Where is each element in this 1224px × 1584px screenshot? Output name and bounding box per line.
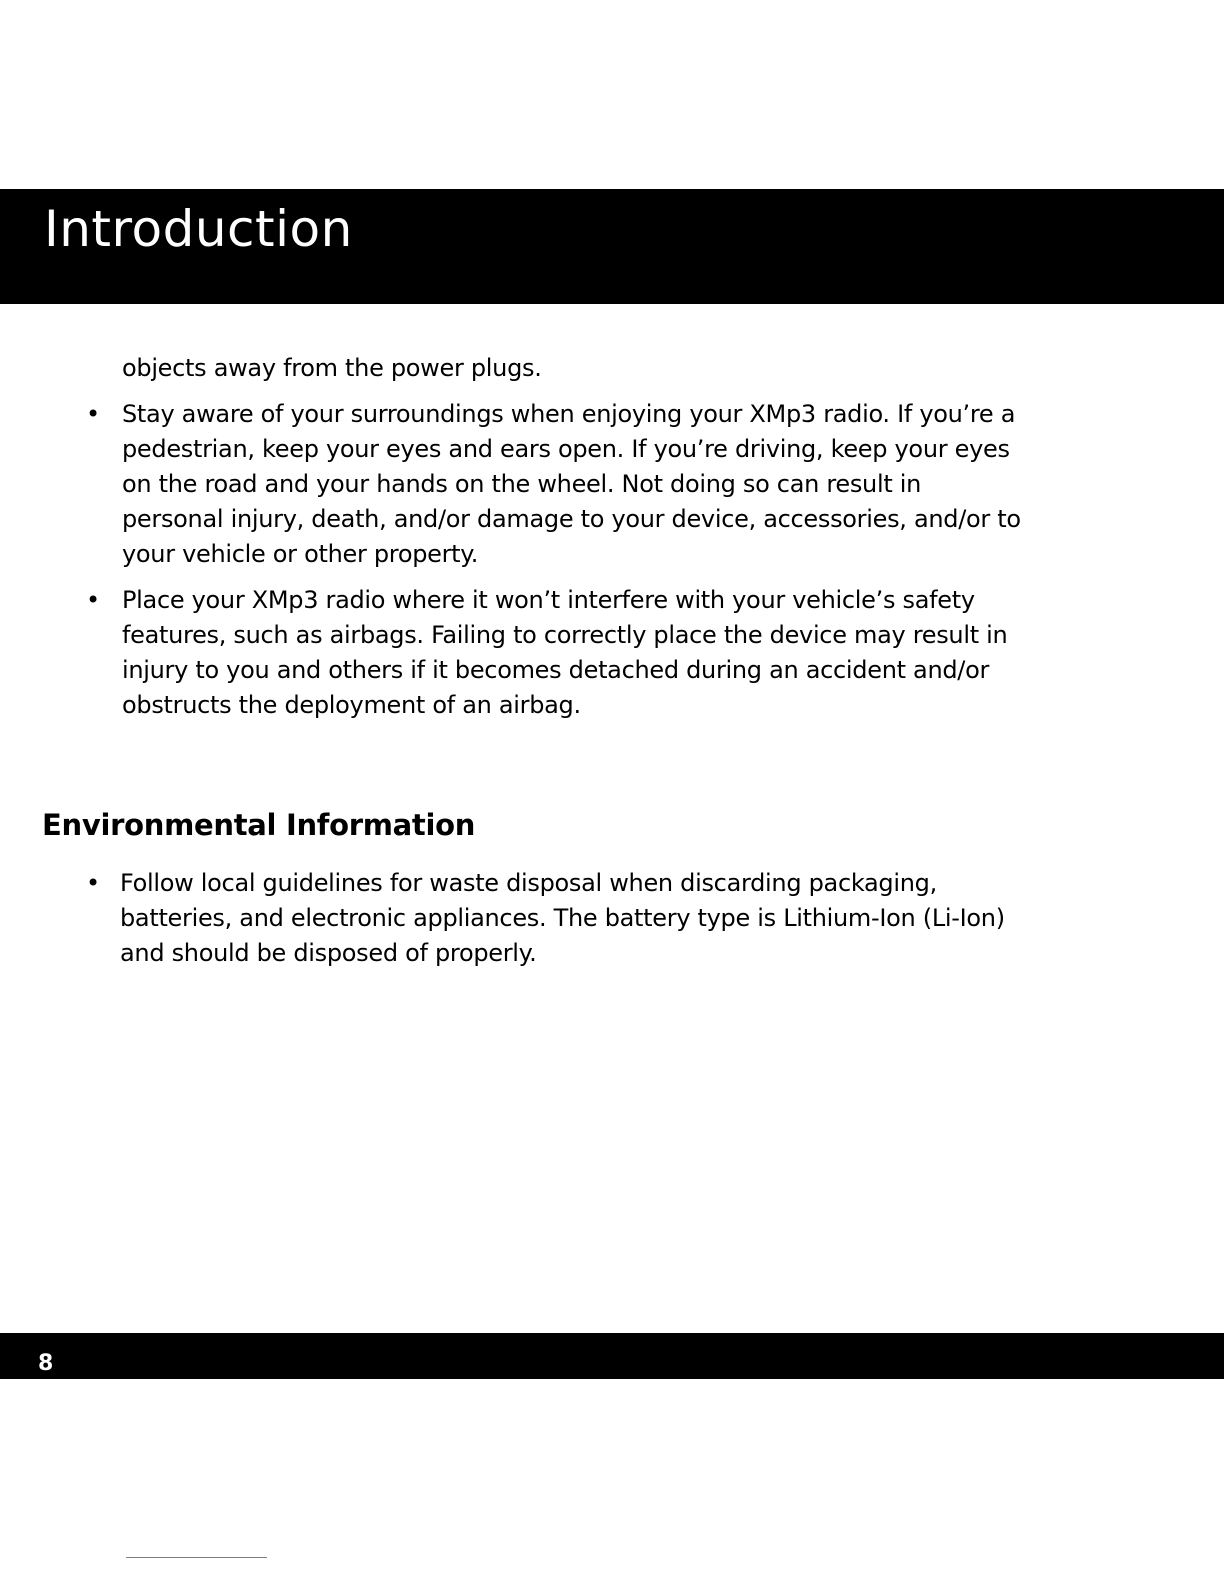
bullet-icon: • (86, 869, 100, 897)
bottom-divider (126, 1557, 267, 1558)
list-item-text: Stay aware of your surroundings when enjoying your XMp3 radio. If you’re a pedestrian, keep your eyes and ears open. If you’re driving, keep your eyes on the road and your hands on the wheel. Not doing so can result in personal injury, death, and/or damage to your device, accessories, and/or to your vehicle or other property. (122, 400, 1021, 568)
bullet-icon: • (86, 400, 100, 428)
bullet-icon: • (86, 586, 100, 614)
list-item-text: Follow local guidelines for waste disposal when discarding packaging, batteries, and electronic appliances. The battery type is Lithium-Ion (Li-Ion) and should be disposed of properly. (120, 869, 1005, 967)
list-item-text: Place your XMp3 radio where it won’t interfere with your vehicle’s safety features, such as airbags. Failing to correctly place the device may result in injury to you and others if it becomes detached during an accident and/or obstructs the deployment of an airbag. (122, 586, 1008, 719)
list-item (0, 583, 1022, 723)
page-number: 8 (38, 1351, 54, 1376)
list-item (0, 866, 1020, 971)
environmental-bullet-list (0, 866, 1020, 971)
section-heading: Environmental Information (42, 808, 476, 842)
continuation-text: objects away from the power plugs. (122, 354, 542, 382)
list-item (0, 397, 1022, 572)
safety-bullet-list (0, 397, 1022, 723)
footer-bar (0, 1333, 1224, 1379)
page-title: Introduction (44, 200, 353, 258)
